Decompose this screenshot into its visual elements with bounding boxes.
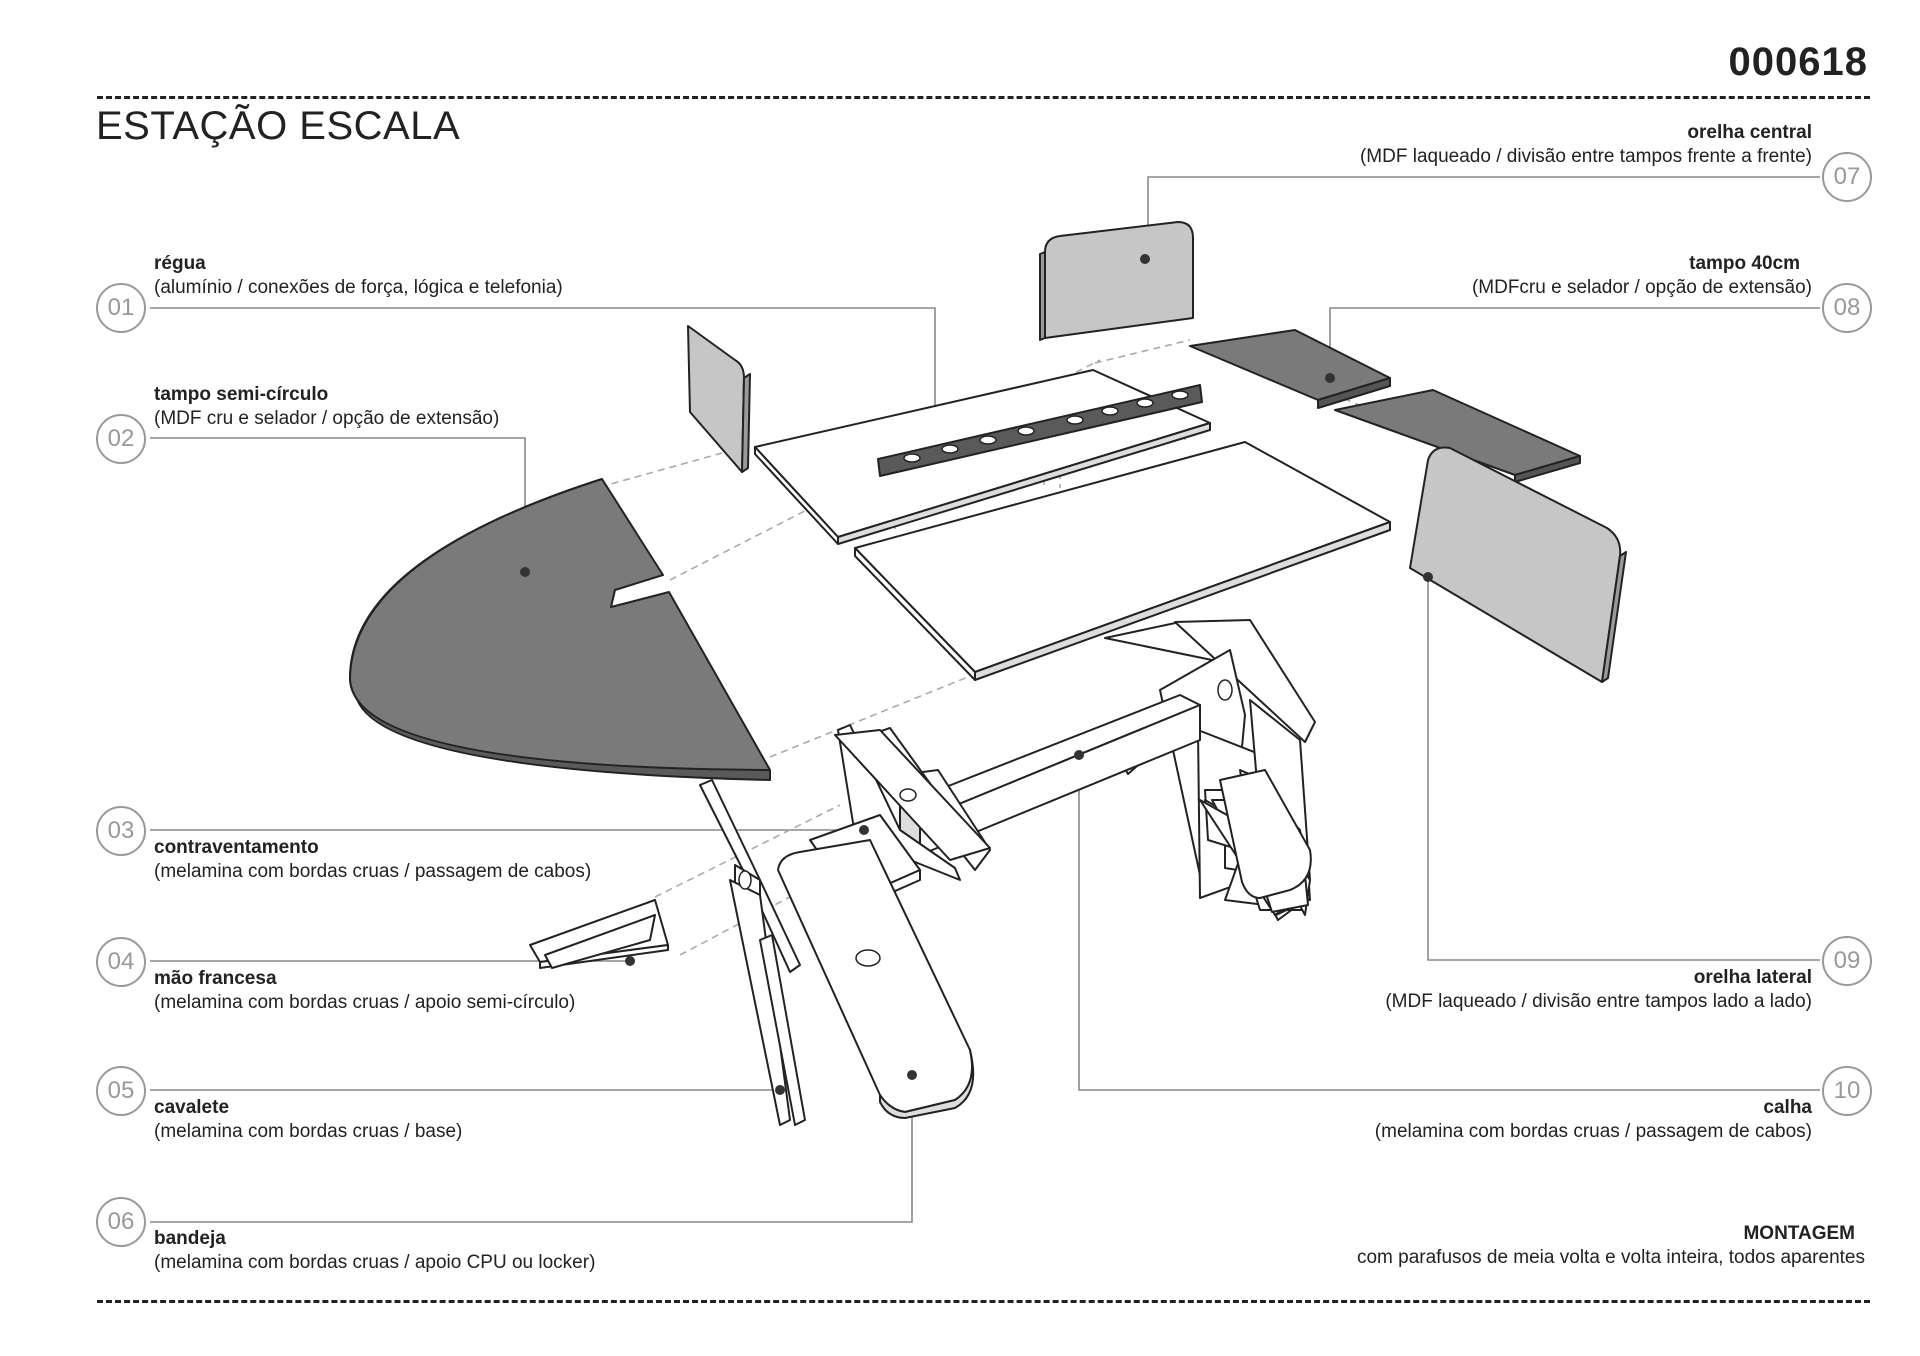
part-name-06: bandeja — [154, 1228, 226, 1249]
part-name-08: tampo 40cm — [1689, 253, 1800, 274]
page-title: ESTAÇÃO ESCALA — [96, 104, 461, 148]
part-label-03 — [154, 836, 854, 884]
part-number-08: 08 — [1822, 283, 1872, 333]
leader-09 — [1428, 577, 1820, 960]
part-label-07 — [1112, 121, 1812, 169]
leader-07 — [1148, 177, 1820, 260]
part-label-08 — [1112, 252, 1812, 300]
part-label-06 — [154, 1227, 854, 1275]
part-desc-05: (melamina com bordas cruas / base) — [154, 1121, 463, 1142]
part-name-02: tampo semi-círculo — [154, 384, 329, 405]
part-desc-09: (MDF laqueado / divisão entre tampos lado a lado) — [1385, 991, 1812, 1012]
part-label-05 — [154, 1096, 854, 1144]
part-name-03: contraventamento — [154, 837, 319, 858]
part-name-07: orelha central — [1687, 122, 1812, 143]
part-tampo-semi-circulo — [350, 479, 770, 780]
part-name-01: régua — [154, 253, 206, 274]
part-label-01 — [154, 252, 854, 300]
part-number-10: 10 — [1822, 1066, 1872, 1116]
part-desc-06: (melamina com bordas cruas / apoio CPU ou locker) — [154, 1252, 596, 1273]
part-desc-03: (melamina com bordas cruas / passagem de cabos) — [154, 861, 592, 882]
part-label-10 — [1112, 1096, 1812, 1144]
part-number-03: 03 — [96, 806, 146, 856]
part-number-04: 04 — [96, 937, 146, 987]
part-name-04: mão francesa — [154, 968, 277, 989]
part-desc-08: (MDFcru e selador / opção de extensão) — [1471, 277, 1812, 298]
part-mao-francesa — [530, 900, 668, 968]
drawing-code: 000618 — [1728, 40, 1868, 84]
part-number-09: 09 — [1822, 936, 1872, 986]
part-name-10: calha — [1763, 1097, 1812, 1118]
leader-08 — [1330, 308, 1820, 378]
part-name-05: cavalete — [154, 1097, 230, 1118]
part-label-02 — [154, 383, 854, 431]
part-number-05: 05 — [96, 1066, 146, 1116]
part-desc-01: (alumínio / conexões de força, lógica e telefonia) — [154, 277, 563, 298]
montagem-title: MONTAGEM — [1743, 1223, 1855, 1244]
part-desc-07: (MDF laqueado / divisão entre tampos frente a frente) — [1359, 146, 1812, 167]
part-number-06: 06 — [96, 1197, 146, 1247]
part-desc-04: (melamina com bordas cruas / apoio semi-círculo) — [154, 992, 576, 1013]
part-label-09 — [1112, 966, 1812, 1014]
part-number-01: 01 — [96, 283, 146, 333]
part-number-07: 07 — [1822, 152, 1872, 202]
part-name-09: orelha lateral — [1693, 967, 1812, 988]
part-orelha-lateral — [1410, 448, 1626, 683]
montagem-note — [1065, 1222, 1865, 1270]
montagem-desc: com parafusos de meia volta e volta inteira, todos aparentes — [1356, 1247, 1865, 1268]
part-label-04 — [154, 967, 854, 1015]
part-desc-10: (melamina com bordas cruas / passagem de cabos) — [1374, 1121, 1812, 1142]
part-number-02: 02 — [96, 414, 146, 464]
part-desc-02: (MDF cru e selador / opção de extensão) — [154, 408, 500, 429]
